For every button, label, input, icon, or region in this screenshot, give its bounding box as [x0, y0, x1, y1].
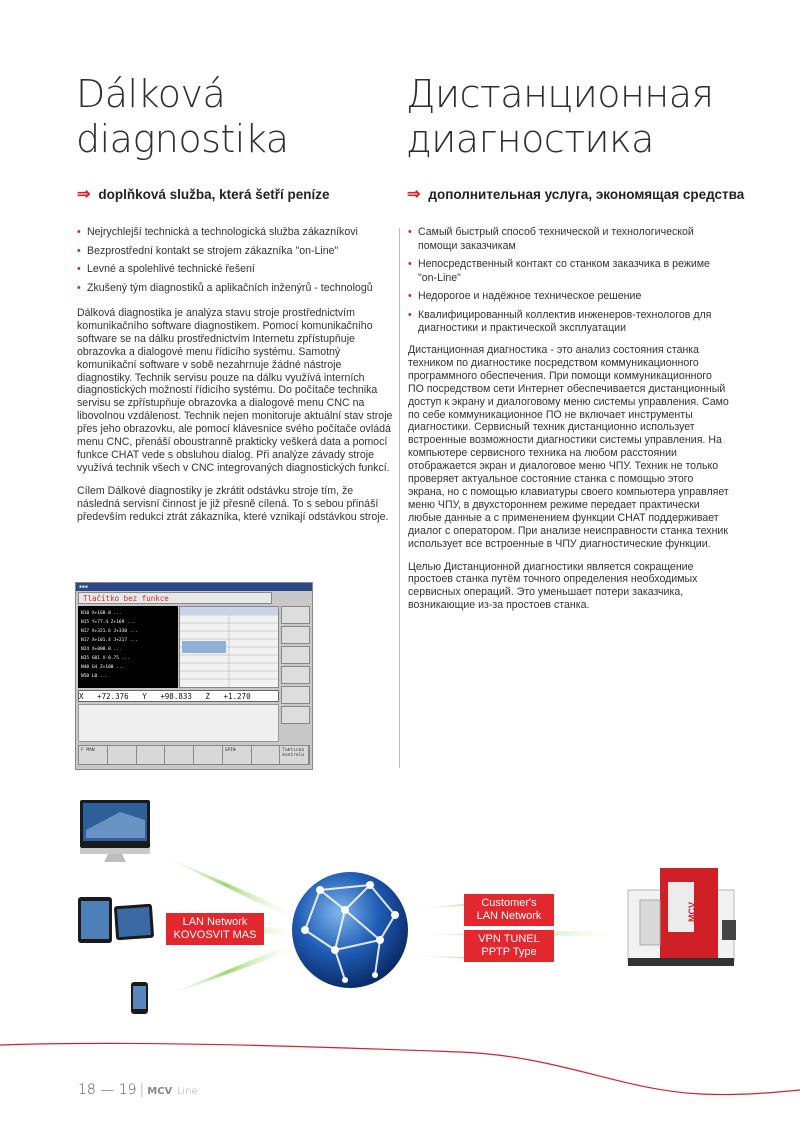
paragraph-cz-2: Cílem Dálkové diagnostiky je zkrátit odstávku stroje tím, že následná servisní činnost je již přesně cílená. To s sebou přináší především redukci ztrát zákazníka, které vznikají odstávkou stroje. — [77, 484, 389, 523]
page-footer: 18 — 19 | MCV Line — [78, 1082, 198, 1098]
paragraph-ru-2: Целью Дистанционной диагностики является сокращение простоев станка путём точного определения необходимых сервисных операций. Это уменьшает потери заказчика, возникающие из-за простоев станка. — [408, 560, 698, 612]
subtitle-cz-text: doplňková služba, která šetří peníze — [98, 186, 330, 202]
body-ru — [408, 344, 730, 622]
title-cz-line2: diagnostika — [76, 117, 289, 161]
list-item: • Квалифицированный коллектив инженеров-технологов для диагностики и практической эксплуатации — [408, 309, 728, 336]
list-item: • Levné a spolehlivé technické řešení — [77, 263, 397, 277]
softkey[interactable]: F MAN — [79, 746, 108, 764]
bullet-list-ru — [408, 226, 728, 341]
softkey[interactable]: SPIN — [223, 746, 252, 764]
cnc-machine-icon — [628, 868, 736, 966]
phone-icon — [131, 982, 148, 1014]
subtitle-ru — [407, 184, 744, 204]
program-line: N10 X+168.0 ... — [81, 611, 122, 616]
list-item: • Zkušený tým diagnostiků a aplikačních inženýrů - technologů — [77, 282, 397, 296]
softkey[interactable]: Taktická kontrola — [280, 746, 309, 764]
cnc-bottom-softkeys — [78, 745, 310, 765]
softkey[interactable] — [281, 666, 310, 684]
brand-name: MCV — [147, 1086, 173, 1097]
list-item: • Bezprostřední kontakt se strojem zákazníka "on-Line" — [77, 245, 397, 259]
svg-text:MCV: MCV — [687, 902, 697, 922]
softkey[interactable] — [281, 646, 310, 664]
cnc-program-listing — [78, 606, 178, 688]
lan-network-label: LAN Network KOVOSVIT MAS — [166, 913, 264, 945]
arrow-right-icon: ⇒ — [77, 186, 91, 203]
subtitle-ru-text: дополнительная услуга, экономящая средства — [428, 186, 745, 202]
program-line: N24 X+000.0 ... — [81, 647, 122, 652]
softkey[interactable] — [281, 626, 310, 644]
connection-beam — [155, 940, 300, 1000]
softkey[interactable] — [194, 746, 223, 764]
page-numbers: 18 — 19 — [78, 1082, 137, 1098]
program-line: N35 G01 X-0.75 ... — [81, 656, 130, 661]
program-line: N40 G4 Z+100 ... — [81, 665, 125, 670]
program-line: N17 X+101.4 J+217 ... — [81, 638, 138, 643]
cnc-axis-readout: X +72.376 Y +98.833 Z +1.270 — [78, 690, 279, 702]
list-item: • Самый быстрый способ технической и технологической помощи заказчикам — [408, 226, 728, 253]
title-ru-line1: Дистанционная — [406, 72, 714, 116]
list-item: • Недорогое и надёжное техническое решение — [408, 290, 728, 304]
softkey[interactable] — [252, 746, 281, 764]
cnc-message: Tlačítko bez funkce — [78, 592, 272, 604]
customer-lan-label: Customer's LAN Network — [464, 894, 554, 926]
cnc-empty-panel — [78, 704, 279, 742]
position-grid — [180, 607, 278, 687]
vpn-tunnel-label: VPN TUNEL PPTP Type — [464, 930, 554, 962]
column-divider — [399, 228, 400, 768]
paragraph-cz-1: Dálková diagnostika je analýza stavu stroje prostřednictvím komunikačního software diagnostikem. Pomocí komunikačního software se na dálku prostřednictvím Internetu zpřístupňuje obrazovka a dialogové menu řídicího systému. Samotný komunikační software v sobě nezahrnuje žádné nástroje diagnostiky. Technik servisu pouze na dálku využívá interních diagnostických možností řídicího systému. Do počítače technika servisu se zpřístupňuje obrazovka a dialogové menu CNC na libovolnou vzdálenost. Technik nejen monitoruje aktuální stav stroje přes jeho obrazovku, ale pomocí klávesnice svého počítače ovládá menu CNC, přenáší oboustranně prakticky veškerá data a pomocí funkce CHAT vede s obsluhou dialog. Při analýze závady stroje využívá technik všech v CNC integrovaných diagnostických funkcí. — [77, 307, 393, 474]
softkey[interactable] — [281, 706, 310, 724]
title-ru-line2: диагностика — [406, 117, 654, 161]
cnc-screenshot — [75, 582, 313, 770]
softkey[interactable] — [108, 746, 137, 764]
program-line: N50 L0 ... — [81, 674, 109, 679]
title-cz — [76, 72, 288, 162]
cnc-position-panel — [179, 606, 279, 688]
network-diagram — [0, 790, 800, 1030]
softkey[interactable] — [281, 686, 310, 704]
imac-icon — [80, 800, 150, 862]
globe-icon — [292, 872, 408, 988]
list-item: • Nejrychlejší technická a technologická služba zákazníkovi — [77, 226, 397, 240]
cnc-side-softkeys — [281, 606, 310, 724]
softkey[interactable] — [281, 606, 310, 624]
paragraph-ru-1: Дистанционная диагностика - это анализ состояния станка техником по диагностике посредством коммуникационного программного обеспечения. При помощи коммуникационного ПО посредством сети Интернет обеспечивается дистанционный доступ к экрану и диалоговому меню системы управления. Само по себе коммуникационное ПО не включает инструменты диагностики. Сервисный техник дистанционно использует встроенные возможности диагностики системы управления. На компьютере сервисного техника на любом расстоянии отображается экран и диалоговое меню ЧПУ. Техник не только проверяет актуальное состояние станка с помощью этого экрана, но с помощью клавиатуры своего компьютера управляет меню ЧПУ, в двухстороннем режиме передает практически любые данные а с применением функции CHAT поддерживает диалог с оператором. При анализе неисправности станка техник использует все встроенные в ЧПУ диагностические функции. — [408, 344, 729, 550]
body-cz — [77, 307, 395, 534]
tablet-icon — [78, 897, 154, 943]
list-item: • Непосредственный контакт со станком заказчика в режиме "on-Line" — [408, 258, 728, 285]
cnc-title-bar: ▪▪▪ — [76, 583, 312, 591]
title-cz-line1: Dálková — [76, 72, 226, 116]
program-line: N15 Y+77.4 Z+169 ... — [81, 620, 136, 625]
bullet-list-cz — [77, 226, 397, 300]
title-ru — [406, 72, 714, 162]
softkey[interactable] — [137, 746, 166, 764]
brand-line: Line — [176, 1086, 198, 1097]
arrow-right-icon: ⇒ — [407, 186, 421, 203]
program-line: N17 X+321.6 J+330 ... — [81, 629, 138, 634]
softkey[interactable] — [165, 746, 194, 764]
subtitle-cz — [77, 184, 329, 204]
